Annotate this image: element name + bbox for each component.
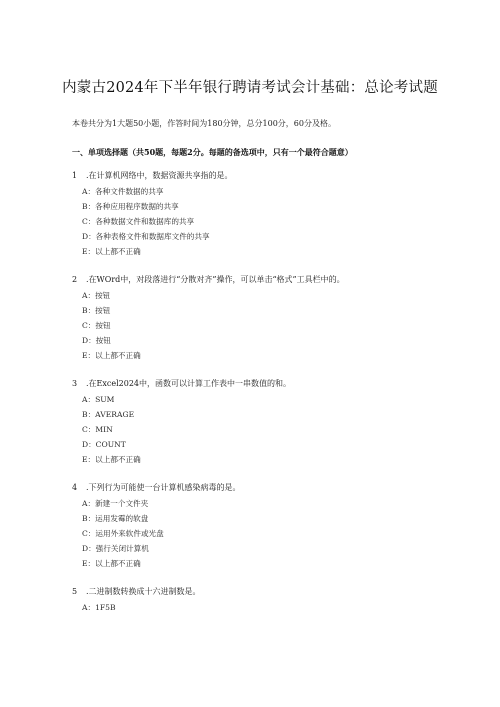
answer-option: D：按钮 xyxy=(82,336,111,345)
answer-option: D：各种表格文件和数据库文件的共享 xyxy=(82,232,210,241)
answer-option: A：各种文件数据的共享 xyxy=(82,187,164,196)
answer-option: A：SUM xyxy=(82,395,115,404)
document-title: 内蒙古2024年下半年银行聘请考试会计基础：总论考试题 xyxy=(62,80,438,96)
answer-option: D：COUNT xyxy=(82,440,126,449)
question-text: .在计算机网络中，数据资源共享指的是。 xyxy=(86,171,233,180)
question-text: .二进制数转换成十六进制数是。 xyxy=(86,587,201,596)
answer-option: E：以上都不正确 xyxy=(82,559,141,568)
question-number: 1 xyxy=(72,171,78,180)
option-list xyxy=(72,392,472,467)
answer-option: C：各种数据文件和数据库的共享 xyxy=(82,217,195,226)
question-number: 5 xyxy=(72,587,78,596)
answer-option: B：各种应用程序数据的共享 xyxy=(82,202,179,211)
answer-option: B：AVERAGE xyxy=(82,410,135,419)
question-text: .在Excel2024中，函数可以计算工作表中一串数值的和。 xyxy=(86,379,292,388)
answer-option: C：运用外来软件或光盘 xyxy=(82,529,164,538)
question-number: 2 xyxy=(72,275,78,284)
option-list xyxy=(72,496,472,571)
question-text: .下列行为可能使一台计算机感染病毒的是。 xyxy=(86,483,241,492)
answer-option: D：强行关闭计算机 xyxy=(82,544,149,553)
question-list xyxy=(72,170,472,630)
answer-option: E：以上都不正确 xyxy=(82,455,141,464)
answer-option: E：以上都不正确 xyxy=(82,351,141,360)
question-text: .在WOrd中，对段落进行“分散对齐”操作，可以单击“格式”工具栏中的。 xyxy=(86,275,345,284)
question-number: 3 xyxy=(72,379,78,388)
question-stem xyxy=(72,482,472,494)
question-stem xyxy=(72,586,472,598)
answer-option: B：运用发霉的软盘 xyxy=(82,514,149,523)
section-heading: 一、单项选择题（共50题，每题2分。每题的备选项中，只有一个最符合题意） xyxy=(72,147,353,157)
answer-option: E：以上都不正确 xyxy=(82,247,141,256)
question-stem xyxy=(72,274,472,286)
question-1 xyxy=(72,170,472,259)
answer-option: A：新建一个文件夹 xyxy=(82,499,149,508)
answer-option: A：1F5B xyxy=(82,603,116,612)
answer-option: A：按钮 xyxy=(82,291,111,300)
answer-option: C：MIN xyxy=(82,425,113,434)
question-number: 4 xyxy=(72,483,78,492)
question-3 xyxy=(72,378,472,467)
answer-option: C：按钮 xyxy=(82,321,111,330)
question-stem xyxy=(72,378,472,390)
option-list xyxy=(72,288,472,363)
question-2 xyxy=(72,274,472,363)
option-list xyxy=(72,600,472,615)
answer-option: B：按钮 xyxy=(82,306,111,315)
question-4 xyxy=(72,482,472,571)
question-5 xyxy=(72,586,472,615)
exam-intro: 本卷共分为1大题50小题，作答时间为180分钟，总分100分，60分及格。 xyxy=(72,119,336,128)
question-stem xyxy=(72,170,472,182)
option-list xyxy=(72,184,472,259)
